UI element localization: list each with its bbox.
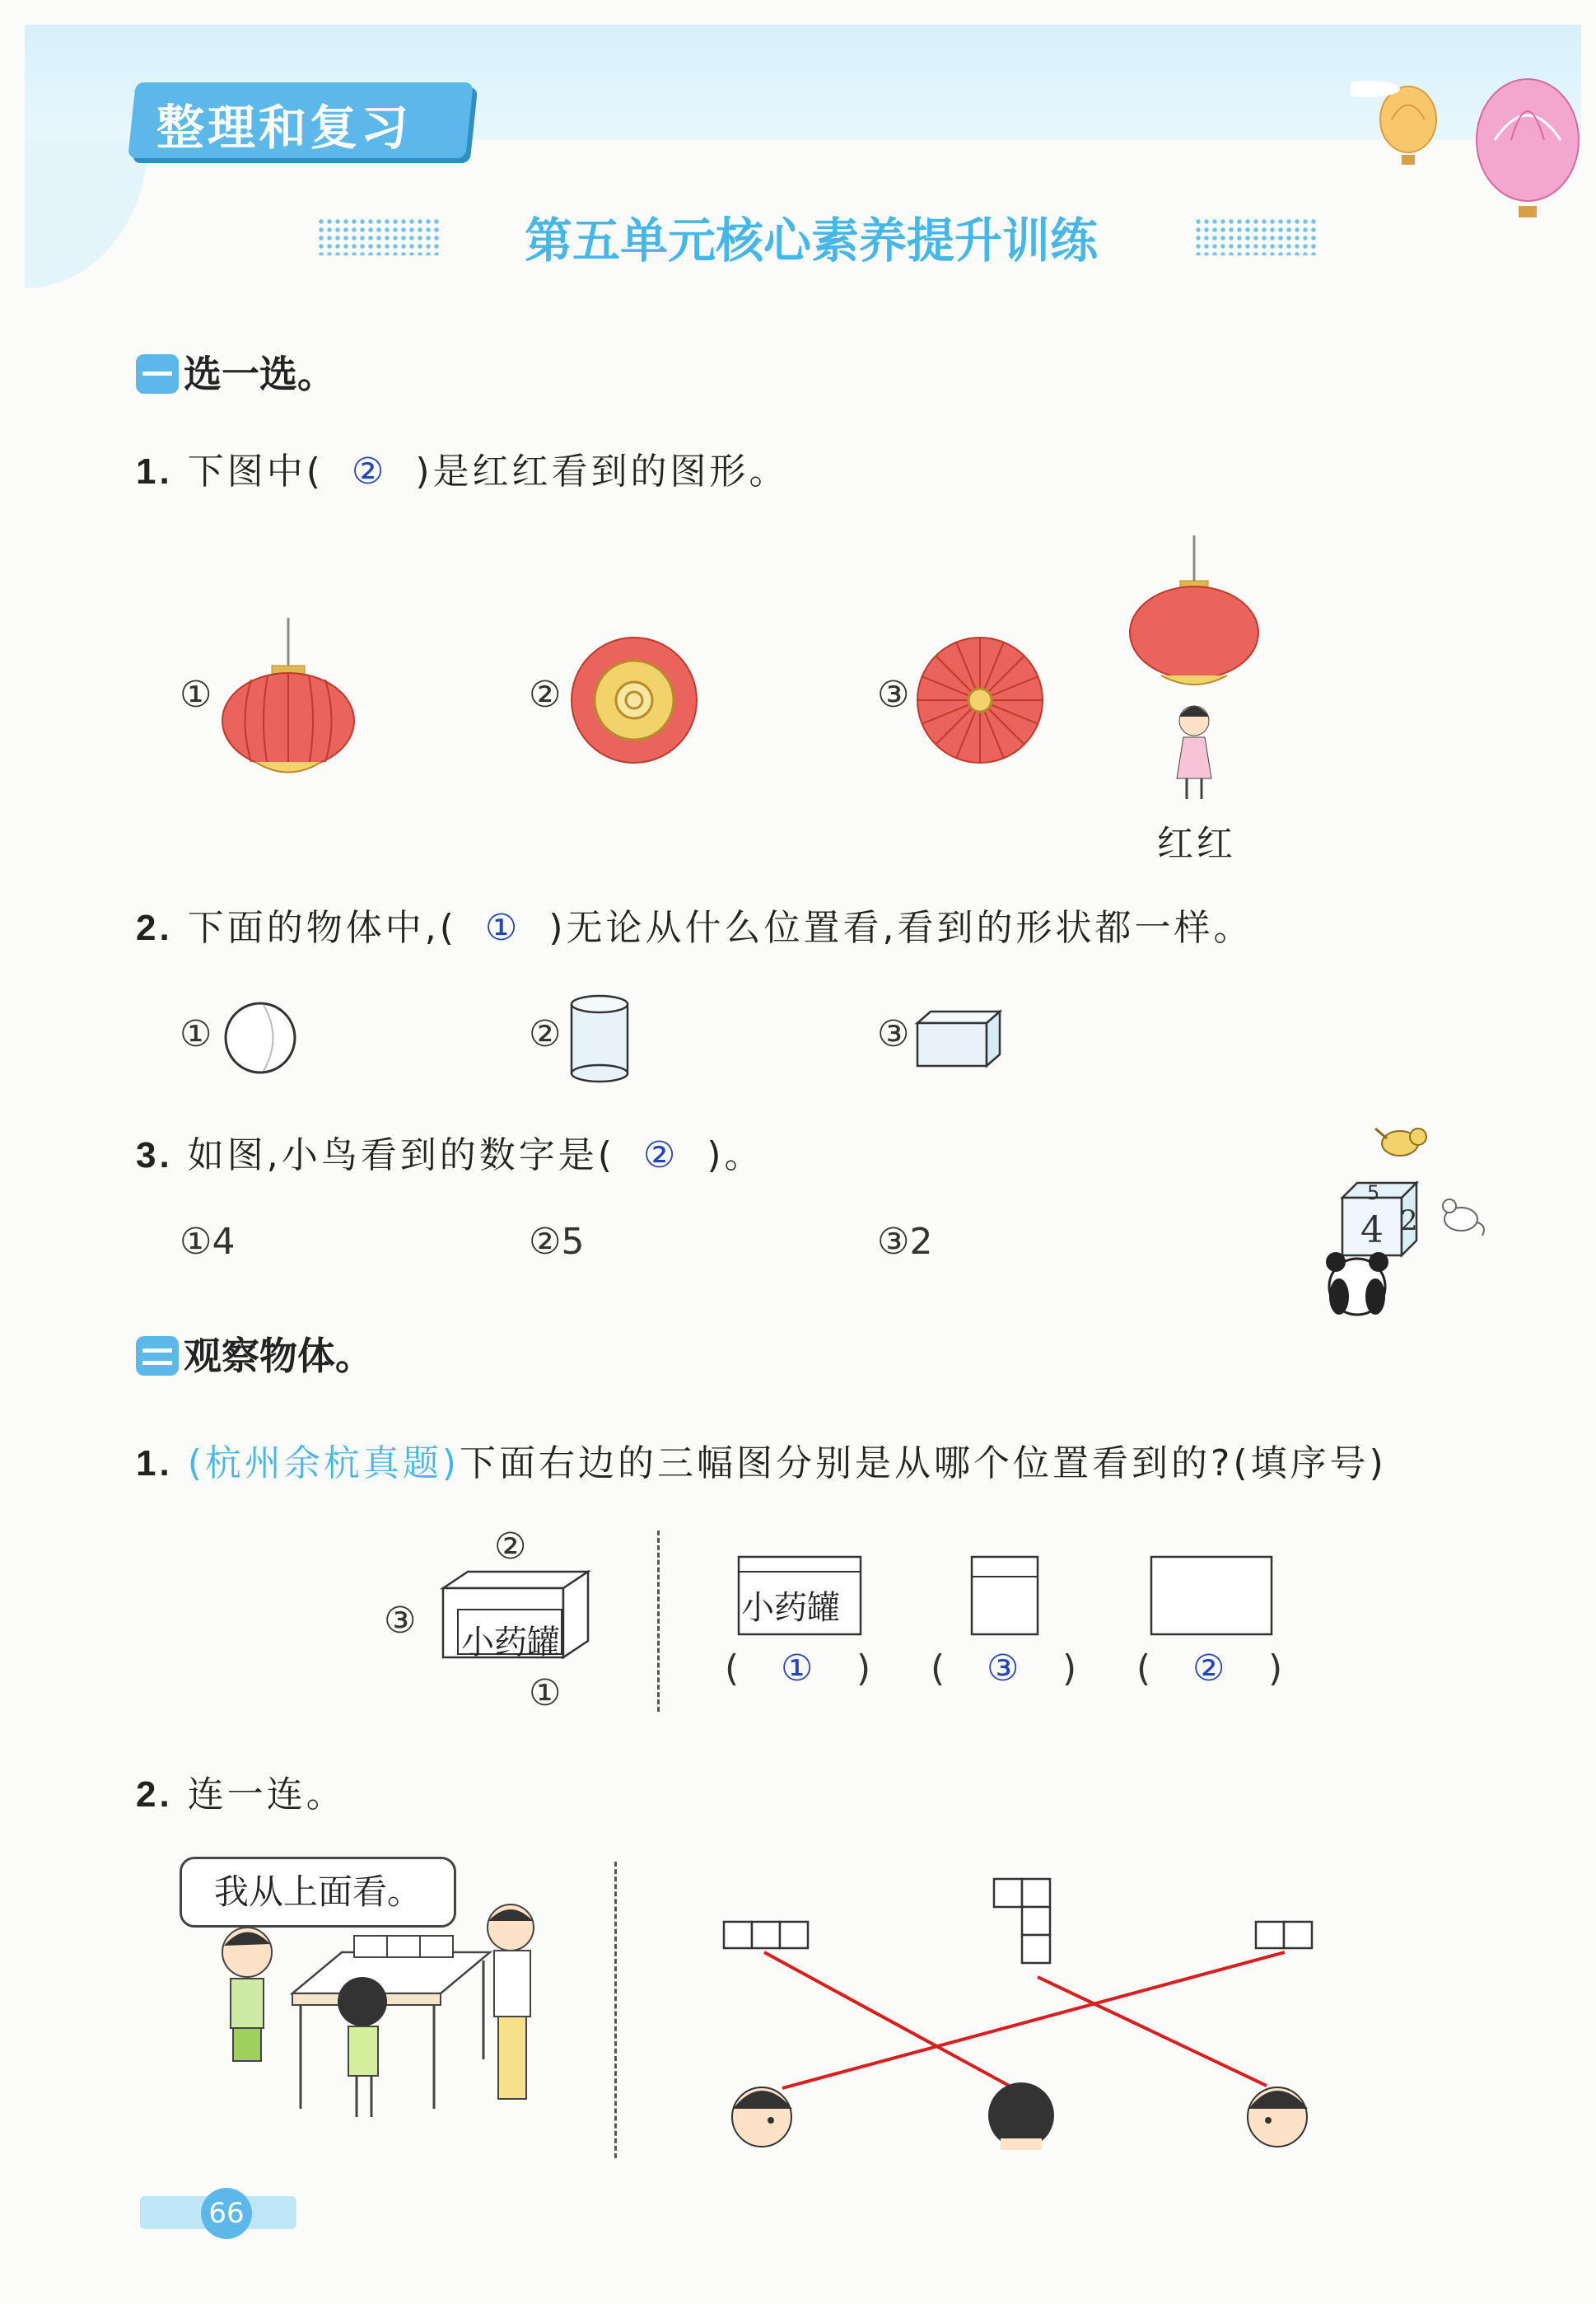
- q2-divider: [614, 1862, 617, 2158]
- view2-paren-open: (: [931, 1647, 945, 1689]
- view-top-box: [1148, 1554, 1275, 1639]
- unit-title: 第五单元核心素养提升训练: [524, 213, 1098, 269]
- cube-side-number: 2: [1400, 1204, 1418, 1237]
- page-number: 66: [201, 2188, 252, 2239]
- boy-head-icon-right: [1240, 2073, 1314, 2155]
- cube-top-number: 5: [1367, 1181, 1380, 1204]
- s1-q1-option-1: ①: [180, 674, 212, 716]
- view1-paren-open: (: [725, 1647, 740, 1689]
- medicine-box-label: 小药罐: [461, 1624, 560, 1661]
- s1-q3-answer: ②: [642, 1134, 679, 1176]
- view-front-label: 小药罐: [741, 1589, 840, 1627]
- section1-heading: [136, 344, 335, 399]
- s1-q2-text: [136, 898, 1253, 951]
- position-3-label: ③: [384, 1600, 417, 1642]
- s1-q1-person-label: 红红: [1157, 823, 1236, 865]
- title-dots-left: [317, 217, 441, 255]
- s1-q1-option-2: ②: [529, 674, 562, 716]
- view3-answer: ②: [1192, 1647, 1225, 1689]
- connection-line-1: [764, 1952, 1021, 2092]
- s2-q1-number: 1.: [136, 1443, 173, 1484]
- s1-q3-number: 3.: [136, 1135, 173, 1175]
- s1-q2-answer: ①: [484, 907, 521, 949]
- q1-divider: [657, 1531, 660, 1712]
- balloons-illustration: [1351, 74, 1581, 222]
- s1-q1-number: 1.: [136, 451, 173, 492]
- s2-q1-question: 下面右边的三幅图分别是从哪个位置看到的?(填序号): [460, 1442, 1387, 1484]
- section1-title: 选一选。: [184, 352, 335, 396]
- view3-paren-close: ): [1268, 1647, 1283, 1689]
- speech-bubble: 我从上面看。: [180, 1857, 456, 1928]
- mouse-icon: [1433, 1186, 1491, 1244]
- connection-line-3: [1038, 1977, 1267, 2086]
- view3-paren-open: (: [1136, 1647, 1151, 1689]
- connection-line-2: [782, 1952, 1285, 2088]
- view1-paren-close: ): [856, 1647, 871, 1689]
- header-tab-title: 整理和复习: [156, 100, 413, 156]
- s1-q3-option-2: ②5: [529, 1221, 585, 1263]
- s1-q1-text-after: )是红红看到的图形。: [415, 451, 789, 493]
- s1-q1-answer: ②: [351, 451, 388, 493]
- view2-paren-close: ): [1062, 1647, 1077, 1689]
- view1-answer: ①: [781, 1647, 814, 1689]
- s1-q3-option-1: ①4: [180, 1221, 236, 1263]
- s1-q2-number: 2.: [136, 908, 173, 948]
- s1-q2-text-after: )无论从什么位置看,看到的形状都一样。: [548, 907, 1253, 949]
- s1-q2-text-before: 下面的物体中,(: [187, 907, 457, 949]
- s2-q1-text: [136, 1433, 1387, 1486]
- view2-answer: ③: [987, 1647, 1020, 1689]
- section2-badge: [136, 1336, 179, 1376]
- position-1-label: ①: [529, 1672, 562, 1714]
- section2-heading: [136, 1326, 373, 1381]
- section2-title: 观察物体。: [184, 1334, 373, 1378]
- cube-front-number: 4: [1360, 1209, 1384, 1251]
- s2-q2-number: 2.: [136, 1774, 173, 1815]
- s2-q2-text: [136, 1764, 346, 1817]
- boy-head-icon-left: [725, 2073, 799, 2155]
- s2-q1-source: (杭州余杭真题): [187, 1442, 460, 1484]
- panda-icon: [1324, 1244, 1390, 1326]
- lantern-bottom-view-icon: [568, 634, 700, 766]
- cylinder-icon: [567, 993, 632, 1085]
- s1-q1-option-3: ③: [877, 674, 910, 716]
- table-scene-illustration: [218, 1903, 572, 2150]
- s1-q2-option-3: ③: [877, 1013, 910, 1055]
- s1-q3-option-3: ③2: [877, 1221, 933, 1263]
- s1-q2-option-1: ①: [180, 1013, 212, 1055]
- lantern-with-girl-illustration: [1124, 535, 1264, 807]
- lantern-side-icon: [218, 618, 358, 783]
- position-2-label: ②: [494, 1526, 527, 1568]
- s1-q3-text-before: 如图,小鸟看到的数字是(: [187, 1134, 615, 1176]
- s1-q2-option-2: ②: [529, 1013, 562, 1055]
- sphere-icon: [221, 998, 300, 1077]
- view-side-box: [968, 1554, 1043, 1639]
- s1-q1-text: [136, 442, 789, 494]
- s1-q1-text-before: 下图中(: [187, 451, 324, 493]
- s1-q3-text-after: )。: [707, 1134, 764, 1176]
- section1-badge: [136, 354, 179, 394]
- cuboid-icon: [914, 1005, 1005, 1071]
- s2-q2-question: 连一连。: [187, 1774, 346, 1816]
- header-curve: [25, 140, 148, 288]
- title-dots-right: [1194, 217, 1318, 255]
- girl-head-icon: [984, 2073, 1058, 2155]
- s1-q3-text: [136, 1125, 763, 1178]
- lantern-top-view-icon: [914, 634, 1046, 766]
